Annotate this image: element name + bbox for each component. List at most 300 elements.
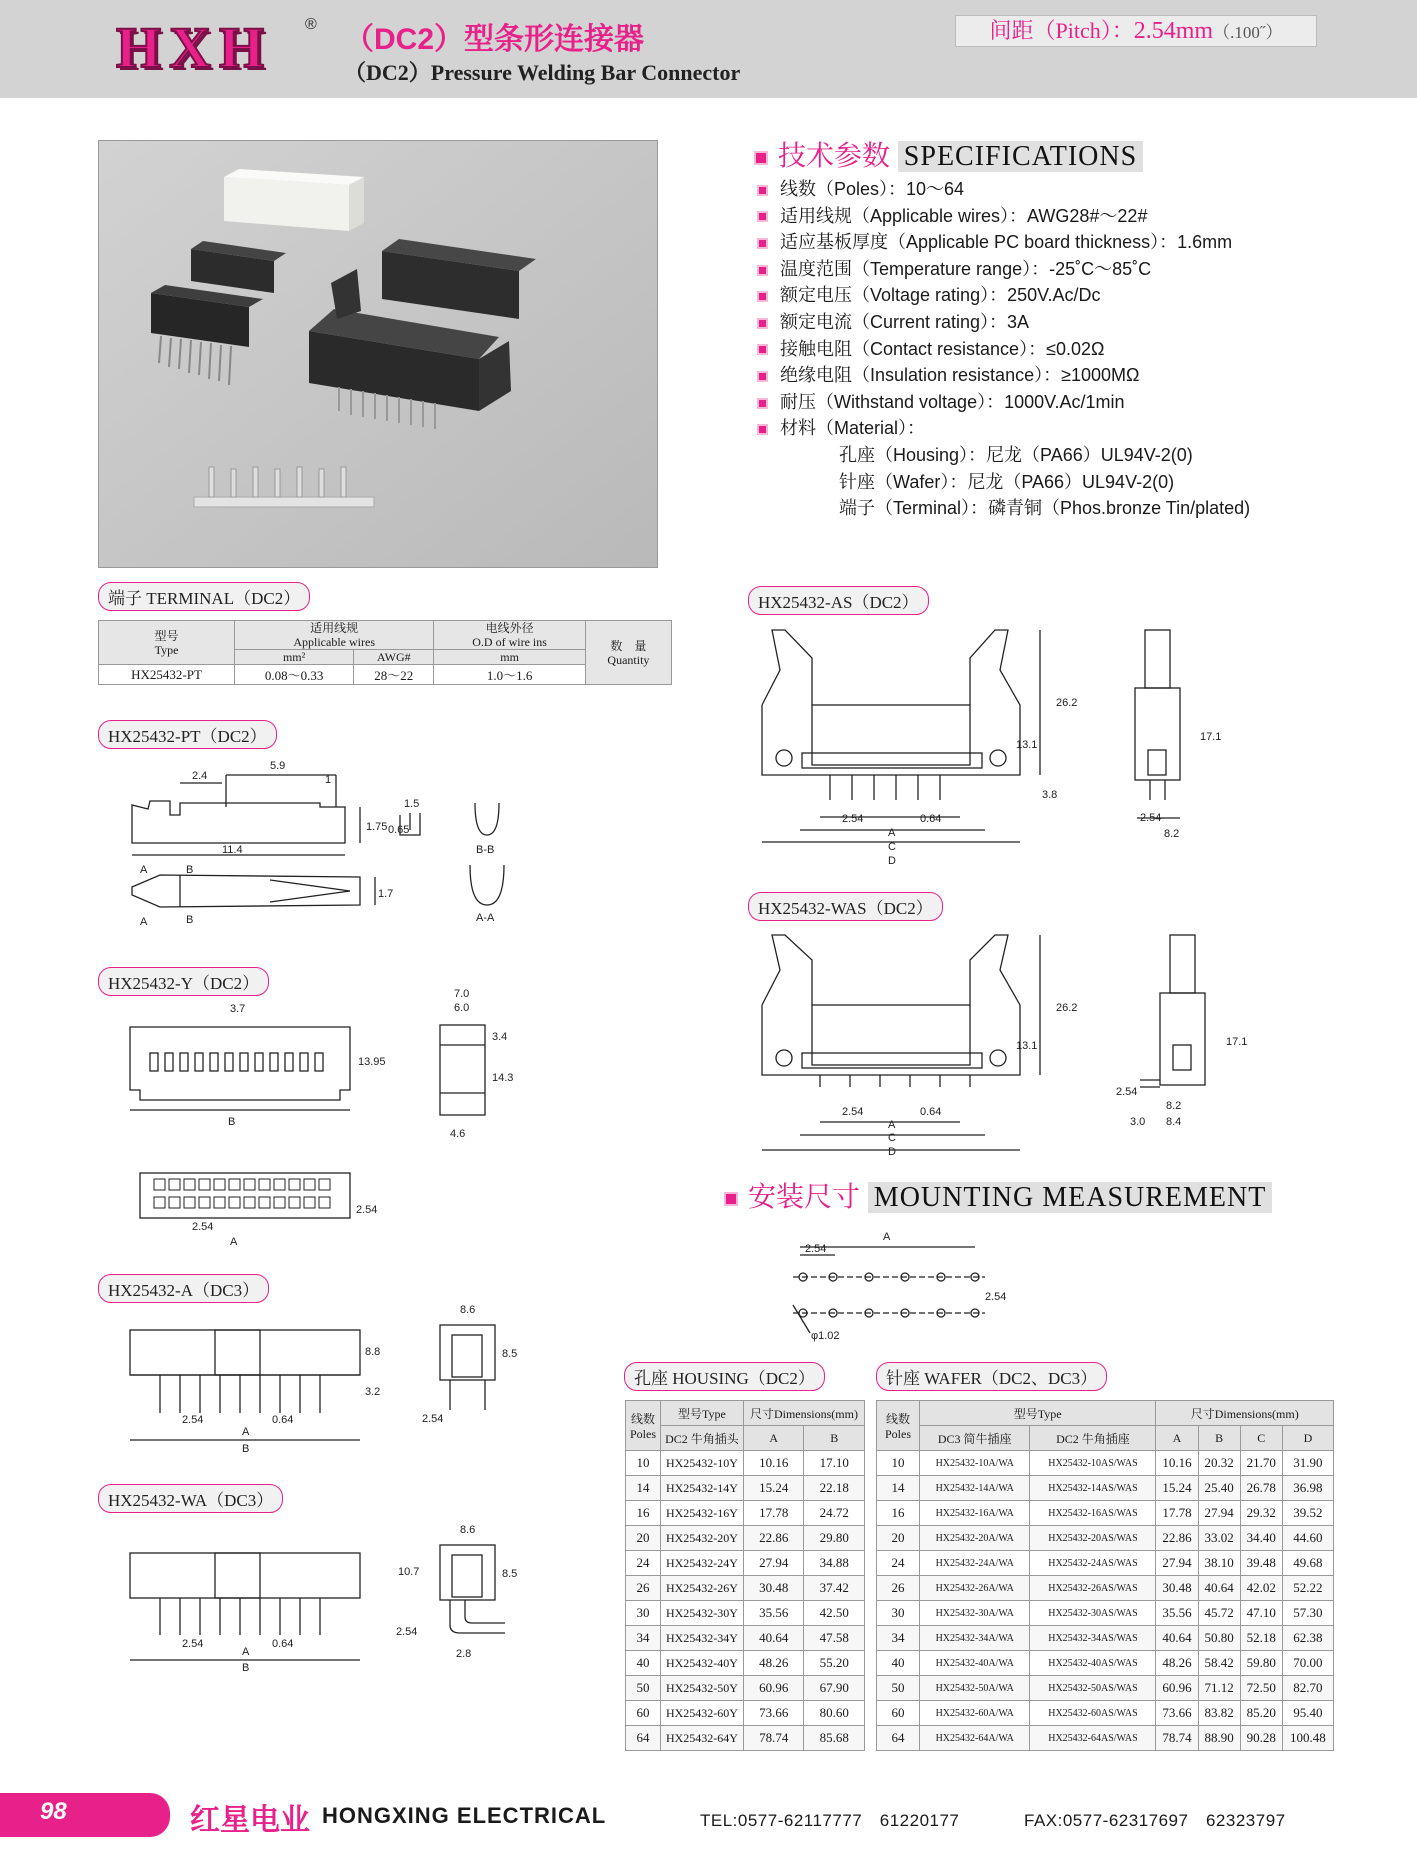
table-cell: 64 <box>626 1726 661 1751</box>
th-b: B <box>1198 1426 1240 1451</box>
svg-text:2.4: 2.4 <box>192 770 208 782</box>
svg-text:2.8: 2.8 <box>456 1648 472 1660</box>
terminal-table <box>98 620 672 685</box>
table-cell: 50 <box>626 1676 661 1701</box>
svg-text:A: A <box>140 864 148 876</box>
page-number: 98 <box>40 1798 67 1825</box>
bullet-square-icon <box>757 211 768 222</box>
table-cell: 10 <box>877 1451 920 1476</box>
table-cell: HX25432-16Y <box>661 1501 744 1526</box>
th-type: 型号 Type <box>99 621 235 665</box>
spec-item: 温度范围（Temperature range）：-25˚C～85˚C <box>757 256 1250 283</box>
terminal-tag: 端子 TERMINAL（DC2） <box>98 582 310 611</box>
table-cell: 15.24 <box>1156 1476 1198 1501</box>
table-cell: 55.20 <box>804 1651 865 1676</box>
y-tag: HX25432-Y（DC2） <box>98 967 269 996</box>
table-cell: 85.20 <box>1240 1701 1282 1726</box>
page-title-cn: （DC2）型条形连接器 <box>344 23 645 56</box>
table-cell: 34.40 <box>1240 1526 1282 1551</box>
page-title-en: （DC2）Pressure Welding Bar Connector <box>344 60 741 85</box>
table-cell: 47.58 <box>804 1626 865 1651</box>
table-cell: HX25432-14A/WA <box>920 1476 1030 1501</box>
table-row <box>626 1651 865 1676</box>
table-cell: 17.78 <box>1156 1501 1198 1526</box>
spec-item: 绝缘电阻（Insulation resistance）：≥1000MΩ <box>757 362 1250 389</box>
svg-text:2.54: 2.54 <box>182 1414 204 1426</box>
th-poles: 线数 Poles <box>626 1401 661 1451</box>
svg-text:3.0: 3.0 <box>1130 1116 1146 1128</box>
svg-text:0.64: 0.64 <box>920 813 942 825</box>
svg-text:1: 1 <box>325 774 332 786</box>
product-photo <box>98 140 658 568</box>
svg-text:26.2: 26.2 <box>1056 697 1078 709</box>
svg-text:8.2: 8.2 <box>1164 828 1180 840</box>
pitch-label: 间距（Pitch）： <box>989 18 1134 43</box>
table-cell: 14 <box>877 1476 920 1501</box>
specs-heading-en: SPECIFICATIONS <box>898 141 1143 172</box>
table-cell: HX25432-50Y <box>661 1676 744 1701</box>
svg-text:φ1.02: φ1.02 <box>811 1330 840 1342</box>
table-cell: 50.80 <box>1198 1626 1240 1651</box>
svg-text:0.64: 0.64 <box>272 1414 294 1426</box>
table-cell: 25.40 <box>1198 1476 1240 1501</box>
company-name-en: HONGXING ELECTRICAL <box>322 1803 607 1828</box>
table-cell: 52.22 <box>1282 1576 1333 1601</box>
spec-item: 接触电阻（Contact resistance）：≤0.02Ω <box>757 336 1250 363</box>
svg-text:D: D <box>888 855 896 867</box>
table-cell: HX25432-30A/WA <box>920 1601 1030 1626</box>
th-a: A <box>743 1426 804 1451</box>
table-row: HX25432-PT 0.08～0.33 28～22 1.0～1.6 <box>99 665 672 685</box>
svg-text:B: B <box>186 914 194 926</box>
th-a: A <box>1156 1426 1198 1451</box>
svg-text:13.95: 13.95 <box>358 1056 386 1068</box>
brand-logo: HXH <box>116 15 273 80</box>
table-row <box>877 1601 1334 1626</box>
table-cell: HX25432-60Y <box>661 1701 744 1726</box>
th-awg: AWG# <box>354 650 434 665</box>
pt-tag: HX25432-PT（DC2） <box>98 720 277 749</box>
table-cell: 70.00 <box>1282 1651 1333 1676</box>
table-row <box>877 1551 1334 1576</box>
table-row <box>877 1726 1334 1751</box>
svg-text:17.1: 17.1 <box>1200 731 1222 743</box>
table-cell: 52.18 <box>1240 1626 1282 1651</box>
svg-text:8.2: 8.2 <box>1166 1100 1182 1112</box>
spec-item: 耐压（Withstand voltage）：1000V.Ac/1min <box>757 389 1250 416</box>
svg-text:8.6: 8.6 <box>460 1524 476 1536</box>
th-qty: 数 量 Quantity <box>585 621 671 685</box>
table-cell: 67.90 <box>804 1676 865 1701</box>
th-d: D <box>1282 1426 1333 1451</box>
svg-text:5.9: 5.9 <box>270 760 286 772</box>
svg-text:2.54: 2.54 <box>842 1106 864 1118</box>
table-cell: 42.50 <box>804 1601 865 1626</box>
table-cell: 35.56 <box>1156 1601 1198 1626</box>
bullet-square-icon <box>757 291 768 302</box>
table-cell: HX25432-26AS/WAS <box>1030 1576 1156 1601</box>
th-type: 型号Type <box>920 1401 1156 1426</box>
table-cell: 73.66 <box>1156 1701 1198 1726</box>
table-cell: 16 <box>626 1501 661 1526</box>
svg-text:A: A <box>140 916 148 928</box>
specs-list <box>757 176 1250 522</box>
svg-text:14.3: 14.3 <box>492 1072 514 1084</box>
mounting-heading-en: MOUNTING MEASUREMENT <box>868 1182 1273 1213</box>
table-cell: 20 <box>877 1526 920 1551</box>
wafer-as-drawing <box>740 610 1300 875</box>
svg-text:2.54: 2.54 <box>422 1413 444 1425</box>
table-cell: 20 <box>626 1526 661 1551</box>
svg-text:0.65: 0.65 <box>388 824 410 836</box>
svg-text:C: C <box>888 841 896 853</box>
th-c: C <box>1240 1426 1282 1451</box>
table-cell: HX25432-20Y <box>661 1526 744 1551</box>
table-cell: 27.94 <box>1156 1551 1198 1576</box>
table-cell: 90.28 <box>1240 1726 1282 1751</box>
table-cell: HX25432-34AS/WAS <box>1030 1626 1156 1651</box>
table-cell: HX25432-20AS/WAS <box>1030 1526 1156 1551</box>
registered-mark: ® <box>305 16 317 33</box>
table-cell: 15.24 <box>743 1476 804 1501</box>
specs-heading-cn: 技术参数 <box>778 140 891 171</box>
table-cell: 20.32 <box>1198 1451 1240 1476</box>
th-type-sub: DC2 牛角插头 <box>661 1426 744 1451</box>
svg-text:2.54: 2.54 <box>182 1638 204 1650</box>
table-cell: 40.64 <box>743 1626 804 1651</box>
table-cell: 30.48 <box>1156 1576 1198 1601</box>
table-cell: 40 <box>877 1651 920 1676</box>
table-cell: 39.52 <box>1282 1501 1333 1526</box>
svg-text:C: C <box>888 1132 896 1144</box>
table-cell: HX25432-24AS/WAS <box>1030 1551 1156 1576</box>
table-cell: 37.42 <box>804 1576 865 1601</box>
table-cell: 26 <box>626 1576 661 1601</box>
svg-text:A: A <box>242 1646 250 1658</box>
bullet-square-icon <box>757 344 768 355</box>
svg-text:3.8: 3.8 <box>1042 789 1058 801</box>
table-cell: HX25432-16A/WA <box>920 1501 1030 1526</box>
table-cell: 40 <box>626 1651 661 1676</box>
th-od: 电线外径 O.D of wire ins <box>434 621 586 650</box>
svg-text:B: B <box>186 864 194 876</box>
svg-text:17.1: 17.1 <box>1226 1036 1248 1048</box>
th-type: 型号Type <box>661 1401 744 1426</box>
table-cell: 60.96 <box>743 1676 804 1701</box>
table-cell: HX25432-10A/WA <box>920 1451 1030 1476</box>
table-cell: HX25432-10Y <box>661 1451 744 1476</box>
svg-text:B: B <box>242 1443 250 1455</box>
table-cell: 58.42 <box>1198 1651 1240 1676</box>
spec-item: 材料（Material）： <box>757 415 1250 442</box>
table-cell: HX25432-40Y <box>661 1651 744 1676</box>
table-cell: 34 <box>626 1626 661 1651</box>
table-cell: 33.02 <box>1198 1526 1240 1551</box>
table-cell: 40.64 <box>1156 1626 1198 1651</box>
bullet-square-icon <box>757 238 768 249</box>
svg-text:11.4: 11.4 <box>222 844 243 856</box>
svg-text:2.54: 2.54 <box>985 1291 1007 1303</box>
table-row <box>626 1551 865 1576</box>
wafer-tag: 针座 WAFER（DC2、DC3） <box>876 1362 1107 1391</box>
table-cell: 38.10 <box>1198 1551 1240 1576</box>
table-row <box>877 1476 1334 1501</box>
table-cell: HX25432-14AS/WAS <box>1030 1476 1156 1501</box>
spec-item: 额定电压（Voltage rating）：250V.Ac/Dc <box>757 282 1250 309</box>
bullet-square-icon <box>757 265 768 276</box>
material-item: 端子（Terminal）：磷青铜（Phos.bronze Tin/plated) <box>839 498 1251 519</box>
svg-text:7.0: 7.0 <box>454 988 470 1000</box>
material-item: 针座（Wafer）：尼龙（PA66）UL94V-2(0) <box>839 471 1175 492</box>
table-cell: HX25432-34A/WA <box>920 1626 1030 1651</box>
svg-text:2.54: 2.54 <box>396 1626 418 1638</box>
table-cell: 64 <box>877 1726 920 1751</box>
table-cell: HX25432-34Y <box>661 1626 744 1651</box>
pitch-inch: （.100˝） <box>1213 23 1283 42</box>
svg-text:2.54: 2.54 <box>842 813 864 825</box>
table-cell: 83.82 <box>1198 1701 1240 1726</box>
svg-text:A: A <box>230 1236 238 1248</box>
table-cell: HX25432-40A/WA <box>920 1651 1030 1676</box>
table-cell: 27.94 <box>743 1551 804 1576</box>
table-cell: 78.74 <box>743 1726 804 1751</box>
table-cell: 60.96 <box>1156 1676 1198 1701</box>
svg-text:A: A <box>242 1426 250 1438</box>
table-row <box>877 1526 1334 1551</box>
table-row <box>877 1576 1334 1601</box>
table-cell: 31.90 <box>1282 1451 1333 1476</box>
wafer-a-drawing <box>120 1295 540 1465</box>
housing-y-drawing <box>120 985 540 1250</box>
table-row <box>877 1701 1334 1726</box>
as-tag: HX25432-AS（DC2） <box>748 586 929 615</box>
table-cell: 50 <box>877 1676 920 1701</box>
svg-text:B: B <box>228 1116 236 1128</box>
was-tag: HX25432-WAS（DC2） <box>748 892 943 921</box>
table-row <box>626 1601 865 1626</box>
table-cell: 10 <box>626 1451 661 1476</box>
spec-item: 适用线规（Applicable wires）：AWG28#～22# <box>757 203 1250 230</box>
footer-page-tab <box>0 1793 170 1837</box>
table-cell: 10.16 <box>743 1451 804 1476</box>
svg-text:1.75: 1.75 <box>366 821 388 833</box>
table-row <box>877 1626 1334 1651</box>
spec-item: 适应基板厚度（Applicable PC board thickness）：1.6mm <box>757 229 1250 256</box>
table-cell: 22.86 <box>1156 1526 1198 1551</box>
svg-text:D: D <box>888 1146 896 1158</box>
bullet-square-icon <box>724 1192 738 1206</box>
table-cell: 100.48 <box>1282 1726 1333 1751</box>
table-row <box>877 1651 1334 1676</box>
table-cell: 14 <box>626 1476 661 1501</box>
svg-text:2.54: 2.54 <box>192 1221 214 1233</box>
pitch-badge <box>955 15 1317 47</box>
table-cell: HX25432-50AS/WAS <box>1030 1676 1156 1701</box>
table-cell: 24 <box>626 1551 661 1576</box>
table-cell: HX25432-60A/WA <box>920 1701 1030 1726</box>
housing-table <box>625 1400 865 1751</box>
svg-text:13.1: 13.1 <box>1016 1040 1038 1052</box>
table-cell: 78.74 <box>1156 1726 1198 1751</box>
table-cell: 22.86 <box>743 1526 804 1551</box>
table-cell: 29.32 <box>1240 1501 1282 1526</box>
table-cell: HX25432-24Y <box>661 1551 744 1576</box>
a-tag: HX25432-A（DC3） <box>98 1274 269 1303</box>
table-cell: 26 <box>877 1576 920 1601</box>
table-cell: 40.64 <box>1198 1576 1240 1601</box>
svg-text:8.4: 8.4 <box>1166 1116 1182 1128</box>
svg-text:8.6: 8.6 <box>460 1304 476 1316</box>
table-cell: 73.66 <box>743 1701 804 1726</box>
table-cell: 27.94 <box>1198 1501 1240 1526</box>
th-dims: 尺寸Dimensions(mm) <box>743 1401 864 1426</box>
svg-text:2.54: 2.54 <box>805 1243 827 1255</box>
table-cell: 72.50 <box>1240 1676 1282 1701</box>
svg-text:8.8: 8.8 <box>365 1346 381 1358</box>
bullet-square-icon <box>754 151 768 165</box>
table-cell: HX25432-64Y <box>661 1726 744 1751</box>
wafer-was-drawing <box>740 925 1300 1165</box>
svg-text:A: A <box>888 827 896 839</box>
specs-heading <box>754 134 1143 174</box>
table-cell: 47.10 <box>1240 1601 1282 1626</box>
table-row <box>626 1701 865 1726</box>
bullet-square-icon <box>757 371 768 382</box>
table-cell: 44.60 <box>1282 1526 1333 1551</box>
table-cell: 17.10 <box>804 1451 865 1476</box>
table-cell: 26.78 <box>1240 1476 1282 1501</box>
table-row <box>626 1726 865 1751</box>
table-cell: 24.72 <box>804 1501 865 1526</box>
svg-text:A: A <box>883 1231 891 1243</box>
table-row <box>626 1526 865 1551</box>
th-b: B <box>804 1426 865 1451</box>
table-cell: 80.60 <box>804 1701 865 1726</box>
table-cell: 42.02 <box>1240 1576 1282 1601</box>
table-cell: HX25432-20A/WA <box>920 1526 1030 1551</box>
mounting-heading-cn: 安装尺寸 <box>748 1181 861 1212</box>
telephone: TEL:0577-62117777 61220177 <box>700 1811 960 1830</box>
table-cell: 30.48 <box>743 1576 804 1601</box>
fax: FAX:0577-62317697 62323797 <box>1024 1811 1286 1830</box>
bullet-square-icon <box>757 318 768 329</box>
table-cell: 17.78 <box>743 1501 804 1526</box>
svg-text:2.54: 2.54 <box>1140 812 1162 824</box>
spec-item: 额定电流（Current rating）：3A <box>757 309 1250 336</box>
mounting-diagram <box>785 1225 1015 1345</box>
table-cell: 60 <box>877 1701 920 1726</box>
table-cell: HX25432-30Y <box>661 1601 744 1626</box>
table-cell: 30 <box>626 1601 661 1626</box>
svg-text:0.64: 0.64 <box>272 1638 294 1650</box>
table-cell: HX25432-26Y <box>661 1576 744 1601</box>
table-cell: 35.56 <box>743 1601 804 1626</box>
table-cell: 60 <box>626 1701 661 1726</box>
table-cell: HX25432-14Y <box>661 1476 744 1501</box>
svg-text:A-A: A-A <box>476 912 495 924</box>
table-row <box>877 1676 1334 1701</box>
table-cell: 22.18 <box>804 1476 865 1501</box>
connectors-illustration <box>99 141 657 567</box>
table-cell: 88.90 <box>1198 1726 1240 1751</box>
th-mm2: mm² <box>235 650 354 665</box>
th-dc3: DC3 简牛插座 <box>920 1426 1030 1451</box>
table-cell: HX25432-60AS/WAS <box>1030 1701 1156 1726</box>
svg-text:26.2: 26.2 <box>1056 1002 1078 1014</box>
table-cell: HX25432-24A/WA <box>920 1551 1030 1576</box>
table-cell: HX25432-50A/WA <box>920 1676 1030 1701</box>
svg-text:3.7: 3.7 <box>230 1003 246 1015</box>
table-cell: HX25432-26A/WA <box>920 1576 1030 1601</box>
th-wires: 适用线规 Applicable wires <box>235 621 434 650</box>
table-cell: 62.38 <box>1282 1626 1333 1651</box>
table-cell: HX25432-30AS/WAS <box>1030 1601 1156 1626</box>
table-row <box>626 1501 865 1526</box>
svg-text:2.54: 2.54 <box>356 1204 378 1216</box>
table-cell: 36.98 <box>1282 1476 1333 1501</box>
table-cell: HX25432-40AS/WAS <box>1030 1651 1156 1676</box>
table-cell: 39.48 <box>1240 1551 1282 1576</box>
svg-text:8.5: 8.5 <box>502 1348 518 1360</box>
table-row <box>626 1476 865 1501</box>
table-cell: 82.70 <box>1282 1676 1333 1701</box>
svg-text:4.6: 4.6 <box>450 1128 466 1140</box>
table-cell: 34 <box>877 1626 920 1651</box>
table-cell: 71.12 <box>1198 1676 1240 1701</box>
table-row <box>877 1501 1334 1526</box>
table-cell: 85.68 <box>804 1726 865 1751</box>
table-cell: 48.26 <box>1156 1651 1198 1676</box>
wa-tag: HX25432-WA（DC3） <box>98 1484 283 1513</box>
svg-text:13.1: 13.1 <box>1016 739 1038 751</box>
table-cell: 24 <box>877 1551 920 1576</box>
table-cell: HX25432-64AS/WAS <box>1030 1726 1156 1751</box>
table-cell: 49.68 <box>1282 1551 1333 1576</box>
svg-text:10.7: 10.7 <box>398 1566 420 1578</box>
table-cell: HX25432-16AS/WAS <box>1030 1501 1156 1526</box>
table-cell: 29.80 <box>804 1526 865 1551</box>
svg-text:8.5: 8.5 <box>502 1568 518 1580</box>
spec-item: 线数（Poles）：10～64 <box>757 176 1250 203</box>
mounting-heading <box>724 1175 1272 1215</box>
wafer-table <box>876 1400 1334 1751</box>
table-cell: 95.40 <box>1282 1701 1333 1726</box>
svg-text:3.2: 3.2 <box>365 1386 381 1398</box>
th-dc2: DC2 牛角插座 <box>1030 1426 1156 1451</box>
th-poles: 线数 Poles <box>877 1401 920 1451</box>
housing-tag: 孔座 HOUSING（DC2） <box>624 1362 825 1391</box>
bullet-square-icon <box>757 185 768 196</box>
bullet-square-icon <box>757 424 768 435</box>
svg-text:3.4: 3.4 <box>492 1031 508 1043</box>
table-cell: 48.26 <box>743 1651 804 1676</box>
table-cell: HX25432-10AS/WAS <box>1030 1451 1156 1476</box>
terminal-drawing <box>120 755 540 945</box>
svg-text:2.54: 2.54 <box>1116 1086 1138 1098</box>
table-row <box>626 1576 865 1601</box>
svg-text:6.0: 6.0 <box>454 1002 470 1014</box>
wafer-wa-drawing <box>120 1505 540 1675</box>
table-row <box>626 1626 865 1651</box>
pitch-value: 2.54mm <box>1133 18 1214 44</box>
table-row <box>877 1451 1334 1476</box>
table-cell: 57.30 <box>1282 1601 1333 1626</box>
material-item: 孔座（Housing）：尼龙（PA66）UL94V-2(0) <box>839 444 1193 465</box>
table-cell: 34.88 <box>804 1551 865 1576</box>
table-cell: 10.16 <box>1156 1451 1198 1476</box>
table-cell: 30 <box>877 1601 920 1626</box>
th-mm: mm <box>434 650 586 665</box>
